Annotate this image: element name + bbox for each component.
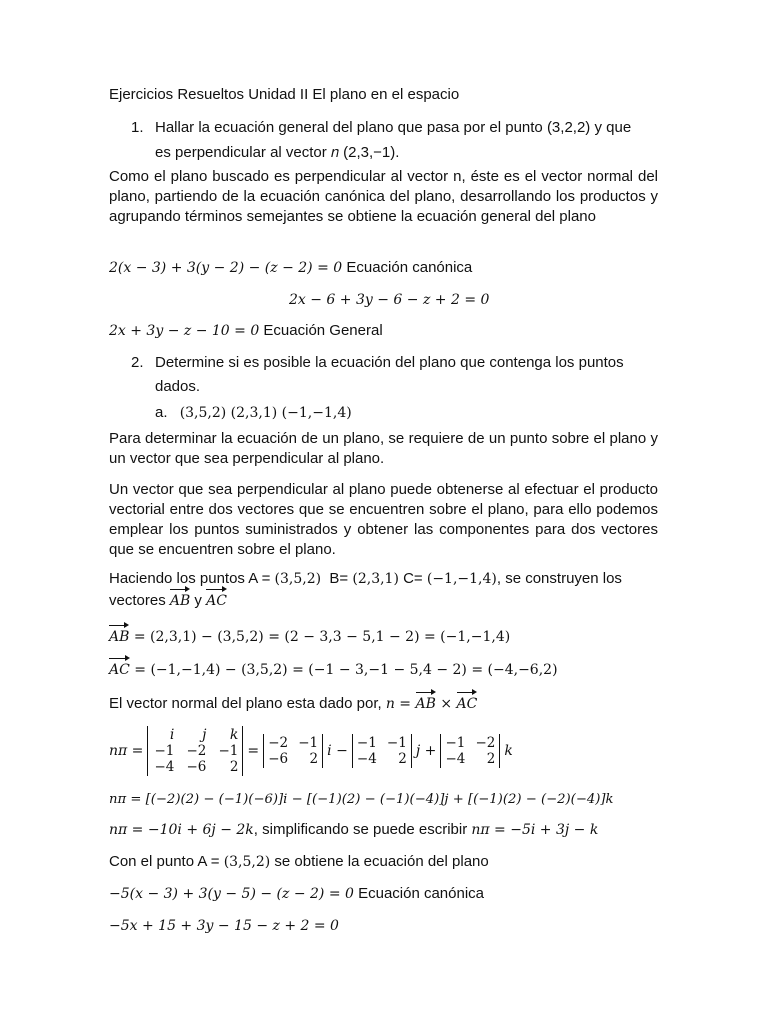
- normal-vector-result: 𝑛𝜋 = −10𝑖 + 6𝑗 − 2𝑘: [109, 822, 254, 838]
- matrix-cell: −1: [386, 735, 407, 751]
- general-equation-label: Ecuación General: [263, 322, 383, 339]
- point-c-value: (−1,−1,4): [426, 571, 497, 587]
- exercise-1-explanation: Como el plano buscado es perpendicular al vector n, éste es el vector normal del plano, partiendo de la ecuación canónica del plano, desarrollando los productos y agrupando términos semejantes se obtiene la ecuación general del plano: [109, 168, 658, 225]
- exercise-1-number: 1.: [131, 119, 144, 136]
- vector-ac-symbol: AC: [206, 593, 227, 609]
- exercise-2-number: 2.: [131, 354, 144, 371]
- matrix-cell: −1: [298, 735, 319, 751]
- matrix-cell: −1: [154, 743, 175, 759]
- exercise-1-statement-line1: Hallar la ecuación general del plano que pasa por el punto (3,2,2) y que: [155, 119, 632, 136]
- vector-ac-symbol: AC: [456, 696, 478, 712]
- matrix-cell: 𝑘: [229, 727, 239, 743]
- exercise-2-paragraph-1: Para determinar la ecuación de un plano, se requiere de un punto sobre el plano y un vector que sea perpendicular al plano.: [109, 430, 658, 467]
- normal-vector-line: [109, 694, 477, 714]
- canonical-equation-math: 2(𝑥 − 3) + 3(𝑦 − 2) − (𝑧 − 2) = 0: [109, 260, 343, 276]
- matrix-cell: 2: [229, 759, 239, 775]
- vectors-prefix: vectores: [109, 592, 170, 609]
- canonical-equation-label: Ecuación canónica: [358, 885, 485, 902]
- canonical-equation-label: Ecuación canónica: [346, 259, 473, 276]
- matrix-cell: −2: [475, 735, 496, 751]
- minor-j: [352, 734, 412, 768]
- matrix-cell: −4: [445, 751, 466, 767]
- simplification-text: , simplificando se puede escribir: [253, 821, 472, 838]
- expanded-equation-math: 2𝑥 − 6 + 3𝑦 − 6 − 𝑧 + 2 = 0: [289, 292, 490, 308]
- expanded-equation-math: −5𝑥 + 15 + 3𝑦 − 15 − 𝑧 + 2 = 0: [109, 918, 339, 934]
- cross-product-operator: ×: [435, 696, 457, 712]
- point-a-label: Haciendo los puntos A =: [109, 570, 275, 587]
- determinant-expansion: [109, 789, 614, 810]
- plane-with-point-a: [109, 852, 489, 872]
- exercise-1-general-equation: [109, 321, 383, 341]
- exercise-1-expanded-equation: [289, 290, 489, 310]
- vector-ab-symbol: AB: [169, 593, 191, 609]
- vector-ab-symbol: AB: [109, 629, 130, 645]
- vector-ab-equation: [109, 627, 510, 647]
- minor-k: [440, 734, 500, 768]
- exercise-2-statement-line2: dados.: [155, 378, 201, 395]
- minor-k-coefficient: 𝑘: [504, 743, 513, 759]
- matrix-cell: −2: [268, 735, 289, 751]
- matrix-cell: 2: [398, 751, 407, 767]
- matrix-cell: 2: [309, 751, 319, 767]
- exercise-1-statement-line2: es perpendicular al vector 𝑛 (2,3,−1).: [155, 144, 400, 161]
- exercise-2-subitem-a: [155, 403, 352, 423]
- minor-i-coefficient: 𝑖 −: [327, 743, 348, 759]
- matrix-cell: 𝑗: [202, 727, 207, 743]
- vectors-line: [109, 591, 227, 611]
- vector-ac-equation: [109, 660, 558, 680]
- normal-vector-simplified-math: 𝑛𝜋 = −5𝑖 + 3𝑗 − 𝑘: [471, 822, 599, 838]
- normal-vector-simplified: [109, 820, 598, 840]
- vector-ab-symbol: AB: [415, 696, 436, 712]
- vector-ac-computation: = (−1,−1,4) − (3,5,2) = (−1 − 3,−1 − 5,4 − 2) = (−4,−6,2): [129, 662, 558, 678]
- matrix-cell: −6: [186, 759, 207, 775]
- determinant-3x3: [147, 726, 243, 776]
- vectors-conjunction: y: [190, 592, 207, 609]
- exercise-2-statement-line1: Determine si es posible la ecuación del plano que contenga los puntos: [155, 354, 624, 371]
- point-a-intro: Con el punto A =: [109, 853, 224, 870]
- exercise-2-paragraph-2: Un vector que sea perpendicular al plano puede obtenerse al efectuar el producto vectorial entre dos vectores que se encuentren sobre el plano, para ello podemos emplear los puntos suministrados y obtener las componentes para dos vectores que se encuentren sobre el plano.: [109, 481, 658, 558]
- matrix-cell: −4: [154, 759, 175, 775]
- exercise-1-canonical-equation: [109, 258, 472, 278]
- matrix-cell: −1: [445, 735, 466, 751]
- matrix-cell: −1: [218, 743, 239, 759]
- point-b-value: (2,3,1): [352, 571, 399, 587]
- determinant-equals: =: [247, 743, 260, 759]
- determinant-lhs: 𝑛𝜋 =: [109, 743, 144, 759]
- point-b-label: B=: [321, 570, 353, 587]
- point-a-value: (3,5,2): [223, 854, 271, 870]
- minor-i: [263, 734, 323, 768]
- canonical-equation-math: −5(𝑥 − 3) + 3(𝑦 − 5) − (𝑧 − 2) = 0: [109, 886, 354, 902]
- exercise-2-expanded-equation: [109, 916, 339, 936]
- matrix-cell: 2: [486, 751, 496, 767]
- determinant-expression: [109, 726, 517, 776]
- matrix-cell: −1: [356, 735, 377, 751]
- general-equation-math: 2𝑥 + 3𝑦 − 𝑧 − 10 = 0: [109, 323, 260, 339]
- point-c-label: C=: [398, 570, 427, 587]
- points-line-tail: , se construyen los: [496, 570, 622, 587]
- expansion-math: 𝑛𝜋 = [(−2)(2) − (−1)(−6)]𝑖 − [(−1)(2) − (−1)(−4)]𝑗 + [(−1)(2) − (−2)(−4)]𝑘: [109, 792, 614, 807]
- normal-vector-n: 𝑛 =: [385, 696, 416, 712]
- vector-ac-symbol: AC: [109, 662, 130, 678]
- subitem-a-points: (3,5,2) (2,3,1) (−1,−1,4): [179, 405, 352, 421]
- normal-vector-text: El vector normal del plano esta dado por,: [109, 695, 386, 712]
- point-a-value: (3,5,2): [274, 571, 322, 587]
- exercise-2-canonical-equation: [109, 884, 484, 904]
- minor-j-coefficient: 𝑗 +: [415, 743, 437, 759]
- matrix-cell: −2: [186, 743, 207, 759]
- matrix-cell: −6: [268, 751, 289, 767]
- document-title: Ejercicios Resueltos Unidad II El plano en el espacio: [109, 86, 460, 103]
- matrix-cell: 𝑖: [169, 727, 175, 743]
- matrix-cell: −4: [356, 751, 377, 767]
- vector-ab-computation: = (2,3,1) − (3,5,2) = (2 − 3,3 − 5,1 − 2) = (−1,−1,4): [129, 629, 511, 645]
- point-a-tail: se obtiene la ecuación del plano: [270, 853, 489, 870]
- subitem-a-label: a.: [155, 404, 168, 421]
